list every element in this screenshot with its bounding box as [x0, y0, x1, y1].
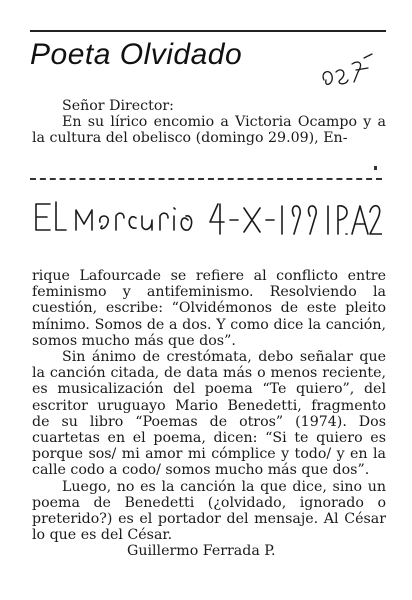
letter-top-section [32, 98, 386, 147]
ink-speck [374, 166, 377, 170]
clipping-cut-line [30, 178, 382, 180]
article-title: Poeta Olvidado [30, 38, 243, 71]
signature: Guillermo Ferrada P. [127, 543, 276, 560]
letter-body-continued [32, 268, 386, 560]
handwritten-corner-mark [318, 50, 380, 90]
paragraph-1-end: rique Lafourcade se refiere al conflicto entre feminismo y antifeminismo. Resolviendo la cuestión, escribe: “Olvidémonos de este pleito mínimo. Somos de a dos. Y como dice la canción, somos mucho más que dos”. [32, 268, 386, 349]
top-rule [30, 30, 386, 32]
salutation: Señor Director: [62, 98, 174, 114]
handwritten-source-note [32, 190, 382, 245]
paragraph-1-start: En su lírico encomio a Victoria Ocampo y a la cultura del obelisco (domingo 29.09), En- [32, 114, 386, 147]
paragraph-2: Sin ánimo de crestómata, debo señalar que la canción citada, de data más o menos reciente, es musicalización del poema “Te quiero”, del escritor uruguayo Mario Benedetti, fragmento de su libro “Poemas de otros” (1974). Dos cuartetas en el poema, dicen: “Si te quiero es porque sos/ mi amor mi cómplice y todo/ y en la calle codo a codo/ somos mucho más que dos”. [32, 349, 386, 479]
paragraph-3: Luego, no es la canción la que dice, sino un poema de Benedetti (¿olvidado, ignorado o preterido?) es el portador del mensaje. Al César lo que es del César. [32, 478, 386, 544]
